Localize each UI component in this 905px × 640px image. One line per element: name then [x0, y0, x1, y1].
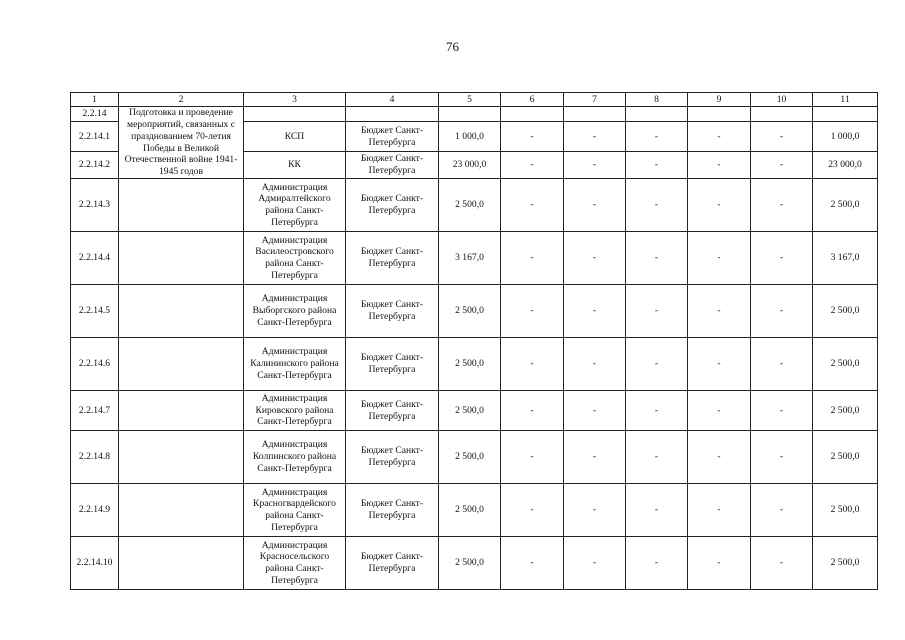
table-row	[71, 391, 878, 431]
table-row	[71, 179, 878, 232]
column-number: 5	[439, 93, 501, 107]
row-value-9: -	[688, 338, 751, 391]
row-code: 2.2.14.6	[71, 338, 119, 391]
row-source: Бюджет Санкт-Петербурга	[346, 431, 439, 484]
row-value-6: -	[501, 232, 564, 285]
row-value-6: -	[501, 152, 564, 179]
row-value-11: 2 500,0	[813, 484, 878, 537]
row-value-10: -	[751, 338, 813, 391]
row-value-11: 2 500,0	[813, 537, 878, 590]
row-code: 2.2.14.1	[71, 122, 119, 152]
row-value-9: -	[688, 152, 751, 179]
row-code: 2.2.14.8	[71, 431, 119, 484]
row-value-10: -	[751, 179, 813, 232]
row-executor: КК	[244, 152, 346, 179]
column-number: 6	[501, 93, 564, 107]
row-value-7: -	[564, 484, 626, 537]
row-value-8: -	[626, 285, 688, 338]
row-value-8: -	[626, 152, 688, 179]
row-value-8: -	[626, 431, 688, 484]
row-value-5: 2 500,0	[439, 537, 501, 590]
row-value-8: -	[626, 537, 688, 590]
row-value-6: -	[501, 391, 564, 431]
row-value-7: -	[564, 232, 626, 285]
row-value-10: -	[751, 152, 813, 179]
row-value-11: 23 000,0	[813, 152, 878, 179]
column-number: 7	[564, 93, 626, 107]
row-value-7: -	[564, 537, 626, 590]
row-value-5: 2 500,0	[439, 338, 501, 391]
row-value-9: -	[688, 431, 751, 484]
row-executor: КСП	[244, 122, 346, 152]
group-purpose: Подготовка и проведение мероприятий, связанных с празднованием 70-летия Победы в Великой Отечественной войне 1941-1945 годов	[119, 107, 244, 179]
row-value-7: -	[564, 179, 626, 232]
row-code: 2.2.14.2	[71, 152, 119, 179]
row-source: Бюджет Санкт-Петербурга	[346, 338, 439, 391]
row-value-9: -	[688, 232, 751, 285]
row-value-9: -	[688, 122, 751, 152]
row-value-10: -	[751, 484, 813, 537]
row-value-9: -	[688, 179, 751, 232]
row-value-5: 2 500,0	[439, 484, 501, 537]
row-executor: Администрация Красносельского района Санкт-Петербурга	[244, 537, 346, 590]
row-executor: Администрация Колпинского района Санкт-Петербурга	[244, 431, 346, 484]
row-value-10: -	[751, 431, 813, 484]
row-source: Бюджет Санкт-Петербурга	[346, 152, 439, 179]
row-source: Бюджет Санкт-Петербурга	[346, 122, 439, 152]
row-value-11: 2 500,0	[813, 179, 878, 232]
row-executor: Администрация Адмиралтейского района Санкт-Петербурга	[244, 179, 346, 232]
row-code: 2.2.14.4	[71, 232, 119, 285]
row-value-8: -	[626, 338, 688, 391]
row-executor: Администрация Василеостровского района Санкт-Петербурга	[244, 232, 346, 285]
row-value-5: 2 500,0	[439, 391, 501, 431]
row-value-11: 2 500,0	[813, 338, 878, 391]
table-row	[71, 338, 878, 391]
row-value-11: 2 500,0	[813, 431, 878, 484]
row-value-10: -	[751, 391, 813, 431]
group-row	[71, 107, 878, 122]
row-value-10: -	[751, 232, 813, 285]
row-source: Бюджет Санкт-Петербурга	[346, 232, 439, 285]
row-executor: Администрация Выборгского района Санкт-Петербурга	[244, 285, 346, 338]
row-value-11: 2 500,0	[813, 391, 878, 431]
row-value-7: -	[564, 152, 626, 179]
column-number: 9	[688, 93, 751, 107]
row-source: Бюджет Санкт-Петербурга	[346, 179, 439, 232]
row-source: Бюджет Санкт-Петербурга	[346, 391, 439, 431]
column-number: 10	[751, 93, 813, 107]
column-number: 1	[71, 93, 119, 107]
row-code: 2.2.14.9	[71, 484, 119, 537]
table-row	[71, 431, 878, 484]
column-number-row	[71, 93, 878, 107]
row-value-6: -	[501, 537, 564, 590]
row-value-5: 23 000,0	[439, 152, 501, 179]
column-number: 11	[813, 93, 878, 107]
row-value-11: 1 000,0	[813, 122, 878, 152]
row-value-8: -	[626, 232, 688, 285]
row-value-11: 2 500,0	[813, 285, 878, 338]
row-value-6: -	[501, 484, 564, 537]
row-value-5: 2 500,0	[439, 179, 501, 232]
row-value-10: -	[751, 537, 813, 590]
column-number: 8	[626, 93, 688, 107]
row-value-7: -	[564, 285, 626, 338]
table-row	[71, 232, 878, 285]
row-executor: Администрация Красногвардейского района Санкт-Петербурга	[244, 484, 346, 537]
row-value-10: -	[751, 285, 813, 338]
row-executor: Администрация Кировского района Санкт-Петербурга	[244, 391, 346, 431]
row-value-9: -	[688, 285, 751, 338]
column-number: 3	[244, 93, 346, 107]
row-value-7: -	[564, 431, 626, 484]
column-number: 2	[119, 93, 244, 107]
row-executor: Администрация Калининского района Санкт-Петербурга	[244, 338, 346, 391]
row-value-8: -	[626, 391, 688, 431]
row-value-6: -	[501, 179, 564, 232]
row-value-7: -	[564, 122, 626, 152]
table-row	[71, 484, 878, 537]
row-code: 2.2.14.7	[71, 391, 119, 431]
row-code: 2.2.14.5	[71, 285, 119, 338]
column-number: 4	[346, 93, 439, 107]
row-value-5: 2 500,0	[439, 285, 501, 338]
row-value-8: -	[626, 179, 688, 232]
row-source: Бюджет Санкт-Петербурга	[346, 285, 439, 338]
row-value-6: -	[501, 338, 564, 391]
row-value-7: -	[564, 391, 626, 431]
row-value-6: -	[501, 122, 564, 152]
row-value-7: -	[564, 338, 626, 391]
group-code: 2.2.14	[71, 107, 119, 122]
table-row	[71, 285, 878, 338]
row-value-5: 1 000,0	[439, 122, 501, 152]
row-source: Бюджет Санкт-Петербурга	[346, 537, 439, 590]
row-value-9: -	[688, 484, 751, 537]
row-value-10: -	[751, 122, 813, 152]
row-value-8: -	[626, 484, 688, 537]
page-number: 76	[446, 39, 459, 54]
row-value-6: -	[501, 285, 564, 338]
row-value-5: 2 500,0	[439, 431, 501, 484]
row-code: 2.2.14.10	[71, 537, 119, 590]
row-source: Бюджет Санкт-Петербурга	[346, 484, 439, 537]
row-value-11: 3 167,0	[813, 232, 878, 285]
row-value-9: -	[688, 391, 751, 431]
row-value-5: 3 167,0	[439, 232, 501, 285]
budget-table	[70, 92, 878, 590]
row-value-6: -	[501, 431, 564, 484]
row-code: 2.2.14.3	[71, 179, 119, 232]
table-row	[71, 537, 878, 590]
row-value-8: -	[626, 122, 688, 152]
row-value-9: -	[688, 537, 751, 590]
